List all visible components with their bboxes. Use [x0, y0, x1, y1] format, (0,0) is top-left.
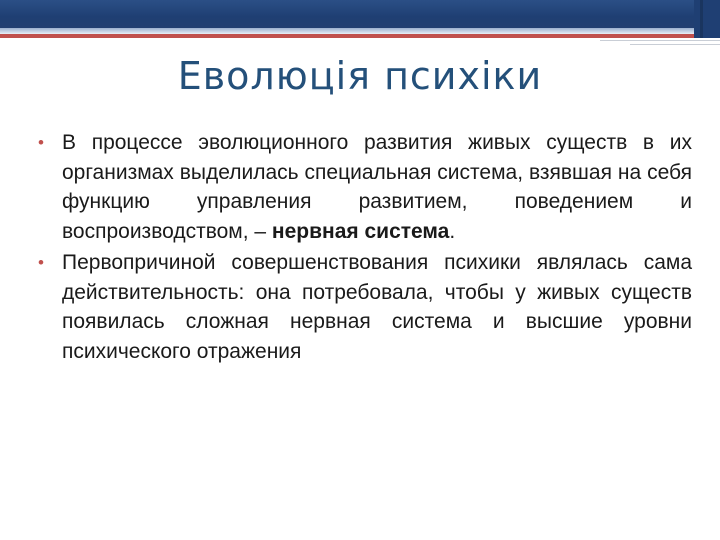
bullet-icon: •: [38, 253, 44, 272]
slide-title: Еволюція психіки: [177, 54, 543, 98]
bullet-item: [38, 128, 692, 246]
bullet-text: Первопричиной совершенствования психики являлась сама действительность: она потребовала, чтобы у живых существ появилась сложная нервная система и высшие уровни психического отражения: [62, 251, 692, 363]
header-corner-block: [694, 0, 720, 38]
header-band: [0, 0, 720, 28]
bullet-text-end: .: [449, 219, 456, 243]
bullet-icon: •: [38, 133, 44, 152]
decorative-lines: [600, 40, 720, 48]
bullet-text: В процессе эволюционного развития живых существ в их организмах выделилась специальная система, взявшая на себя функцию управления развитием, поведением и воспроизводством, –: [62, 131, 692, 243]
slide-body: [38, 128, 692, 368]
header-accent-line: [0, 34, 694, 38]
bullet-item: [38, 248, 692, 366]
bullet-bold-term: нервная система: [271, 219, 450, 243]
